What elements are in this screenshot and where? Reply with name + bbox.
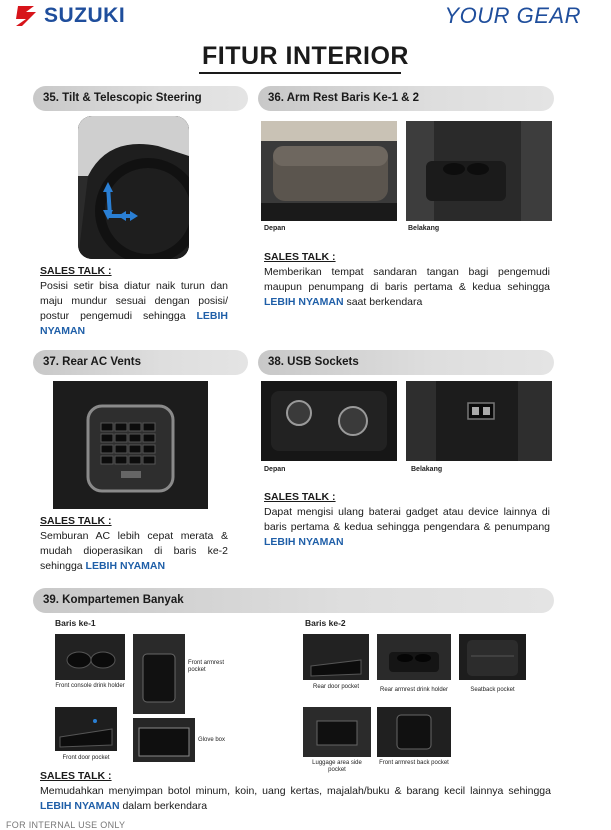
rear-door-illustration <box>303 634 369 680</box>
suzuki-s-icon <box>14 6 38 26</box>
sales-talk-39-text: Memudahkan menyimpan botol minum, koin, uang kertas, majalah/buku & barang kecil lainnya sehingga <box>40 785 551 797</box>
section-37-header: 37. Rear AC Vents <box>33 350 248 375</box>
front-usb-photo <box>261 381 397 461</box>
suzuki-logo <box>14 4 125 28</box>
rear-usb-illustration <box>406 381 552 461</box>
caption-rear: Belakang <box>408 225 440 232</box>
caption-front-armrest-pocket: Front armrest pocket <box>188 660 225 673</box>
sales-talk-35-text: Posisi setir bisa diatur naik turun dan maju mundur sesuai dengan posisi/ postur pengemudi sehingga <box>40 280 228 322</box>
steering-wheel-illustration <box>78 116 189 259</box>
rear-ac-vent-photo <box>53 381 208 509</box>
luggage-side-pocket-photo <box>303 707 371 757</box>
caption-glove-box: Glove box <box>198 737 226 743</box>
caption-seatback-pocket: Seatback pocket <box>470 687 515 693</box>
front-armrest-back-pocket-photo <box>377 707 451 757</box>
caption-rear-door-pocket: Rear door pocket <box>312 684 360 690</box>
seatback-illustration <box>459 634 526 680</box>
door-pocket-illustration <box>55 707 117 751</box>
sales-talk-label: SALES TALK : <box>40 515 112 527</box>
caption-front-door-pocket: Front door pocket <box>62 755 110 761</box>
highlight-text: LEBIH NYAMAN <box>264 536 344 548</box>
caption-rear: Belakang <box>411 466 443 473</box>
highlight-text: LEBIH NYAMAN <box>85 560 166 572</box>
front-armrest-pocket-photo <box>133 634 185 714</box>
front-console-photo <box>55 634 125 680</box>
section-35-header: 35. Tilt & Telescopic Steering <box>33 86 248 111</box>
title-underline <box>199 72 401 74</box>
sales-talk-37-text: Semburan AC lebih cepat merata & mudah dioperasikan di baris ke-2 sehingga <box>40 530 228 572</box>
seatback-pocket-photo <box>459 634 526 680</box>
sales-talk-label: SALES TALK : <box>264 491 336 503</box>
front-armrest-photo <box>261 121 397 221</box>
highlight-text: LEBIH NYAMAN <box>40 800 120 812</box>
sales-talk-37 <box>40 529 228 574</box>
caption-luggage-side-pocket: Luggage area side pocket <box>312 760 362 773</box>
sales-talk-38-text: Dapat mengisi ulang baterai gadget atau device lainnya di baris pertama & kedua sehingga pengendara & penumpang <box>264 506 550 533</box>
front-door-pocket-photo <box>55 707 117 751</box>
luggage-pocket-illustration <box>303 707 371 757</box>
section-36-header: 36. Arm Rest Baris Ke-1 & 2 <box>258 86 554 111</box>
sales-talk-36 <box>264 265 550 310</box>
sales-talk-36-tail: saat berkendara <box>346 296 423 308</box>
rear-armrest-drink-photo <box>377 634 451 680</box>
sales-talk-label: SALES TALK : <box>40 265 112 277</box>
footer-note: FOR INTERNAL USE ONLY <box>6 820 126 830</box>
rear-armrest-illustration <box>406 121 552 221</box>
caption-front-armrest-back-pocket: Front armrest back pocket <box>379 760 449 766</box>
front-usb-illustration <box>261 381 397 461</box>
row-2-label: Baris ke-2 <box>305 618 346 628</box>
front-armrest-illustration <box>261 121 397 221</box>
rear-usb-photo <box>406 381 552 461</box>
rear-door-pocket-photo <box>303 634 369 680</box>
armrest-back-pocket-illustration <box>377 707 451 757</box>
armrest-pocket-illustration <box>133 634 185 714</box>
ac-vent-illustration <box>53 381 208 509</box>
tagline: YOUR GEAR <box>444 3 581 28</box>
section-38-header: 38. USB Sockets <box>258 350 554 375</box>
row-1-label: Baris ke-1 <box>55 618 96 628</box>
page-title: FITUR INTERIOR <box>202 42 409 70</box>
brand-name: SUZUKI <box>44 4 126 27</box>
caption-front: Depan <box>264 225 286 232</box>
sales-talk-36-text: Memberikan tempat sandaran tangan bagi pengemudi maupun penumpang di baris pertama & kedua sehingga <box>264 266 550 293</box>
sales-talk-label: SALES TALK : <box>40 770 112 782</box>
glove-box-photo <box>133 718 195 762</box>
highlight-text: LEBIH NYAMAN <box>40 310 228 337</box>
sales-talk-39 <box>40 784 551 814</box>
rear-drink-holder-illustration <box>377 634 451 680</box>
sales-talk-35 <box>40 279 228 339</box>
caption-front: Depan <box>264 466 286 473</box>
section-39-header: 39. Kompartemen Banyak <box>33 588 554 613</box>
sales-talk-38 <box>264 505 550 550</box>
caption-front-console: Front console drink holder <box>55 683 125 689</box>
sales-talk-label: SALES TALK : <box>264 251 336 263</box>
rear-armrest-photo <box>406 121 552 221</box>
highlight-text: LEBIH NYAMAN <box>264 296 344 308</box>
caption-rear-armrest-drink: Rear armrest drink holder <box>379 687 449 693</box>
glove-box-illustration <box>133 718 195 762</box>
drink-holder-illustration <box>55 634 125 680</box>
sales-talk-39-tail: dalam berkendara <box>122 800 208 812</box>
steering-wheel-photo <box>78 116 189 259</box>
